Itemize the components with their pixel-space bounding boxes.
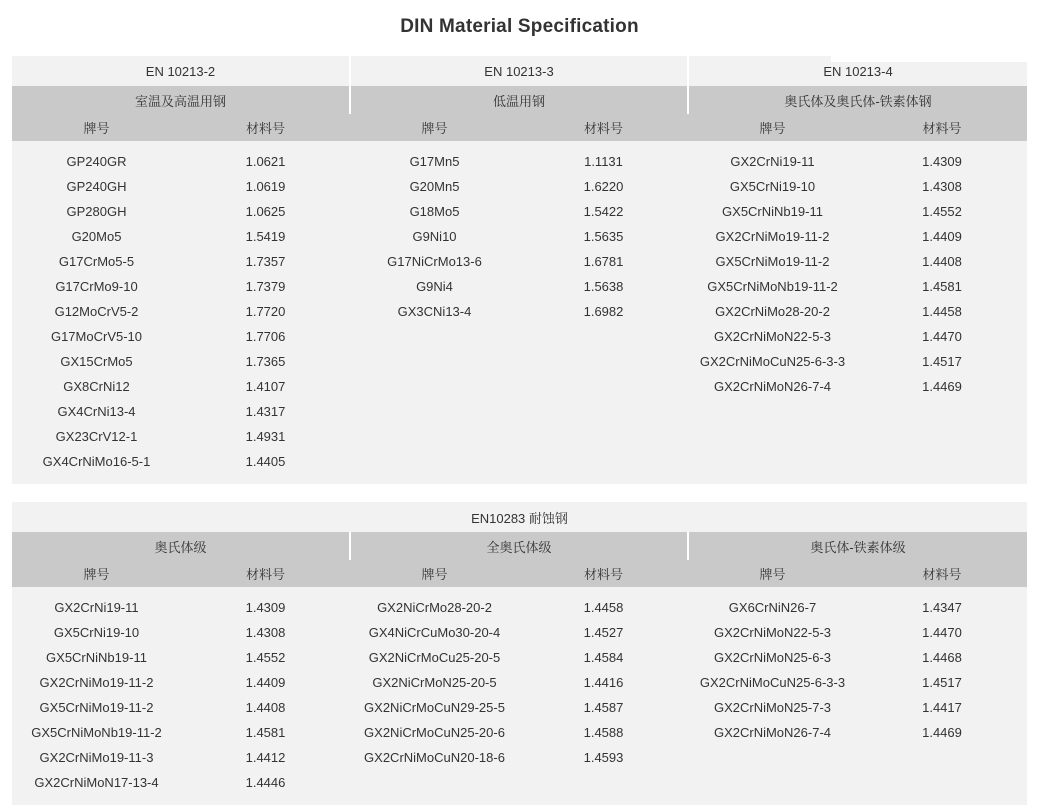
cell-grade — [688, 745, 857, 770]
cell-material-no — [857, 770, 1027, 795]
table-row — [12, 645, 1027, 670]
cell-material-no: 1.6781 — [583, 254, 624, 269]
table-row — [12, 149, 1027, 174]
cell-material-no: 1.4412 — [245, 750, 286, 765]
cell-grade — [350, 349, 519, 374]
cell-material-no: 1.7379 — [245, 279, 286, 294]
table-row — [12, 274, 1027, 299]
cell-material-no: 1.4417 — [922, 700, 962, 715]
table-row — [12, 224, 1027, 249]
cell-grade — [350, 770, 519, 795]
cell-material-no: 1.4593 — [583, 750, 624, 765]
cell-grade — [350, 374, 519, 399]
cell-grade: GX2NiCrMo28-20-2 — [377, 600, 492, 615]
cell-grade: GX2CrNiMoN25-7-3 — [713, 700, 832, 715]
cell-grade: GX5CrNiNb19-11 — [46, 650, 147, 665]
table2-body — [12, 595, 1027, 795]
table-row — [12, 349, 1027, 374]
cell-material-no: 1.4468 — [922, 650, 962, 665]
cell-material-no: 1.5635 — [583, 229, 624, 244]
cell-material-no: 1.4409 — [245, 675, 286, 690]
cell-material-no — [857, 399, 1027, 424]
cell-grade: GP280GH — [66, 204, 127, 219]
table-row — [12, 399, 1027, 424]
table-row — [12, 249, 1027, 274]
cell-grade: GX4CrNiMo16-5-1 — [42, 454, 151, 469]
cell-material-no: 1.4587 — [583, 700, 624, 715]
cell-material-no: 1.4408 — [245, 700, 286, 715]
cell-material-no: 1.4581 — [922, 279, 962, 294]
cell-material-no — [519, 324, 688, 349]
cell-grade: GX2CrNiMoN26-7-4 — [713, 379, 832, 394]
cell-grade: GX2CrNiMo19-11-2 — [39, 675, 154, 690]
cell-material-no: 1.0625 — [245, 204, 286, 219]
cell-material-no: 1.7720 — [245, 304, 286, 319]
cell-grade: GX2CrNiMoN26-7-4 — [713, 725, 832, 740]
cell-material-no — [519, 449, 688, 474]
col-head-material-no: 材料号 — [519, 114, 688, 141]
table1-body — [12, 149, 1027, 474]
cell-grade: GX5CrNi19-10 — [53, 625, 140, 640]
table-row — [12, 670, 1027, 695]
cell-grade: G20Mn5 — [409, 179, 460, 194]
table-row — [12, 324, 1027, 349]
col-head-material-no: 材料号 — [519, 560, 688, 587]
table-row — [12, 374, 1027, 399]
col-head-grade: 牌号 — [688, 114, 857, 141]
table2-body-wrap — [12, 587, 1027, 805]
cell-grade: G9Ni4 — [416, 279, 453, 294]
col-head-grade: 牌号 — [350, 560, 519, 587]
cell-grade: GX3CNi13-4 — [397, 304, 472, 319]
col-head-material-no: 材料号 — [181, 560, 350, 587]
cell-material-no: 1.4469 — [922, 725, 962, 740]
cell-material-no: 1.4405 — [245, 454, 286, 469]
cell-grade: GX2CrNiMo28-20-2 — [715, 304, 830, 319]
cell-grade: GX2NiCrMoCuN29-25-5 — [364, 700, 505, 715]
cell-grade: GX2CrNiMoCuN25-6-3-3 — [699, 354, 846, 369]
cell-grade: GX2CrNiMoN17-13-4 — [34, 775, 159, 790]
cell-grade — [688, 424, 857, 449]
cell-grade: G17CrMo9-10 — [55, 279, 138, 294]
cell-grade: GX2NiCrMoCu25-20-5 — [368, 650, 501, 665]
cell-grade: GX5CrNiMoNb19-11-2 — [707, 279, 838, 294]
cell-material-no: 1.4408 — [922, 254, 962, 269]
cell-material-no: 1.4470 — [922, 625, 962, 640]
cell-material-no: 1.4347 — [922, 600, 962, 615]
table2-standards-row — [12, 502, 1027, 532]
category-cell: 低温用钢 — [350, 86, 688, 114]
col-head-material-no: 材料号 — [857, 560, 1027, 587]
cell-material-no: 1.4308 — [922, 179, 962, 194]
cell-material-no: 1.7365 — [245, 354, 286, 369]
top-right-blank-area — [831, 42, 1039, 62]
cell-material-no: 1.4107 — [245, 379, 286, 394]
cell-material-no: 1.5419 — [245, 229, 286, 244]
table1-category-row — [12, 86, 1027, 114]
standard-cell: EN 10213-4 — [688, 56, 1027, 86]
cell-material-no: 1.4931 — [245, 429, 286, 444]
cell-material-no — [519, 374, 688, 399]
cell-grade: GX8CrNi12 — [63, 379, 130, 394]
cell-grade — [350, 324, 519, 349]
cell-grade: G20Mo5 — [71, 229, 122, 244]
cell-grade: GX23CrV12-1 — [55, 429, 138, 444]
cell-material-no: 1.4517 — [922, 354, 962, 369]
cell-material-no: 1.7357 — [245, 254, 286, 269]
table2-header — [12, 502, 1027, 587]
table1-top-pad — [12, 141, 1027, 149]
cell-grade: GX5CrNi19-10 — [729, 179, 816, 194]
cell-grade: GX6CrNiN26-7 — [728, 600, 817, 615]
cell-grade: GX2CrNiMoCuN20-18-6 — [364, 750, 505, 765]
cell-grade: G17CrMo5-5 — [58, 254, 135, 269]
table-row — [12, 720, 1027, 745]
cell-material-no — [519, 424, 688, 449]
standard-cell: EN 10213-2 — [12, 56, 350, 86]
cell-material-no: 1.4309 — [922, 154, 962, 169]
cell-grade: GX15CrMo5 — [60, 354, 133, 369]
cell-grade: G17NiCrMo13-6 — [387, 254, 482, 269]
cell-material-no: 1.4416 — [583, 675, 624, 690]
cell-grade: GX2CrNiMoN22-5-3 — [713, 329, 832, 344]
cell-material-no — [519, 770, 688, 795]
cell-material-no: 1.4470 — [922, 329, 962, 344]
cell-material-no — [519, 349, 688, 374]
standard-cell: EN 10213-3 — [350, 56, 688, 86]
cell-grade: GX4NiCrCuMo30-20-4 — [368, 625, 501, 640]
cell-grade: GX2CrNiMoN22-5-3 — [713, 625, 832, 640]
category-cell: 奥氏体级 — [12, 532, 350, 560]
cell-grade: GX2CrNi19-11 — [54, 600, 139, 615]
cell-material-no: 1.4317 — [245, 404, 286, 419]
cell-grade: G17Mn5 — [409, 154, 460, 169]
cell-material-no: 1.4588 — [583, 725, 624, 740]
col-head-grade: 牌号 — [688, 560, 857, 587]
cell-material-no — [857, 745, 1027, 770]
table-row — [12, 299, 1027, 324]
table2-bottom-pad — [12, 795, 1027, 805]
table1-bottom-pad — [12, 474, 1027, 484]
category-cell: 奥氏体及奥氏体-铁素体钢 — [688, 86, 1027, 114]
cell-material-no: 1.4446 — [245, 775, 286, 790]
cell-grade: GX2NiCrMoN25-20-5 — [372, 675, 497, 690]
table-row — [12, 449, 1027, 474]
cell-grade: GX2CrNiMoN25-6-3 — [713, 650, 832, 665]
cell-material-no: 1.7706 — [245, 329, 286, 344]
cell-material-no: 1.5422 — [583, 204, 624, 219]
cell-grade — [688, 449, 857, 474]
cell-grade: GP240GH — [66, 179, 127, 194]
cell-grade — [350, 399, 519, 424]
table-row — [12, 620, 1027, 645]
cell-material-no: 1.4527 — [583, 625, 624, 640]
cell-grade — [688, 770, 857, 795]
table2-column-heads-row — [12, 560, 1027, 587]
cell-material-no: 1.4458 — [922, 304, 962, 319]
table2-top-pad — [12, 587, 1027, 595]
category-cell: 奥氏体-铁素体级 — [688, 532, 1027, 560]
cell-grade: GX5CrNiMo19-11-2 — [715, 254, 830, 269]
cell-grade — [350, 449, 519, 474]
cell-material-no: 1.4552 — [922, 204, 962, 219]
page-title: DIN Material Specification — [400, 16, 639, 37]
cell-grade: GX5CrNiMo19-11-2 — [39, 700, 154, 715]
cell-material-no: 1.4458 — [583, 600, 624, 615]
cell-material-no: 1.0619 — [245, 179, 286, 194]
col-head-grade: 牌号 — [12, 560, 181, 587]
cell-material-no: 1.4517 — [922, 675, 962, 690]
cell-material-no: 1.1131 — [584, 154, 623, 169]
cell-grade: G18Mo5 — [409, 204, 460, 219]
cell-grade: GX2CrNiMoCuN25-6-3-3 — [699, 675, 846, 690]
cell-material-no — [857, 449, 1027, 474]
table-row — [12, 695, 1027, 720]
cell-grade: G12MoCrV5-2 — [54, 304, 139, 319]
cell-material-no — [857, 424, 1027, 449]
cell-grade: G9Ni10 — [412, 229, 457, 244]
cell-grade: GP240GR — [66, 154, 127, 169]
cell-material-no: 1.4552 — [245, 650, 286, 665]
col-head-material-no: 材料号 — [181, 114, 350, 141]
section-gap — [0, 484, 1039, 502]
cell-material-no: 1.6982 — [583, 304, 624, 319]
table1-header — [12, 56, 1027, 141]
cell-material-no: 1.4469 — [922, 379, 962, 394]
standard-cell: EN10283 耐蚀钢 — [12, 502, 1027, 532]
cell-material-no — [519, 399, 688, 424]
cell-material-no: 1.6220 — [583, 179, 624, 194]
cell-material-no: 1.0621 — [245, 154, 286, 169]
table-row — [12, 745, 1027, 770]
cell-grade: GX2CrNi19-11 — [730, 154, 815, 169]
cell-grade: GX2CrNiMo19-11-2 — [715, 229, 830, 244]
table1-column-heads-row — [12, 114, 1027, 141]
cell-grade: GX4CrNi13-4 — [57, 404, 136, 419]
cell-grade: GX5CrNiMoNb19-11-2 — [31, 725, 162, 740]
table-row — [12, 770, 1027, 795]
cell-material-no: 1.4309 — [245, 600, 286, 615]
category-cell: 室温及高温用钢 — [12, 86, 350, 114]
table-row — [12, 595, 1027, 620]
col-head-grade: 牌号 — [12, 114, 181, 141]
cell-grade: GX2NiCrMoCuN25-20-6 — [364, 725, 505, 740]
col-head-grade: 牌号 — [350, 114, 519, 141]
cell-grade — [350, 424, 519, 449]
cell-grade: G17MoCrV5-10 — [50, 329, 143, 344]
col-head-material-no: 材料号 — [857, 114, 1027, 141]
cell-material-no: 1.4308 — [245, 625, 286, 640]
table2-category-row — [12, 532, 1027, 560]
cell-grade: GX2CrNiMo19-11-3 — [39, 750, 154, 765]
cell-material-no: 1.4584 — [583, 650, 624, 665]
cell-material-no: 1.4409 — [922, 229, 962, 244]
cell-material-no: 1.4581 — [245, 725, 286, 740]
table-row — [12, 174, 1027, 199]
cell-grade: GX5CrNiNb19-11 — [722, 204, 823, 219]
cell-material-no: 1.5638 — [583, 279, 624, 294]
table-row — [12, 199, 1027, 224]
category-cell: 全奥氏体级 — [350, 532, 688, 560]
table1-body-wrap — [12, 141, 1027, 484]
table-row — [12, 424, 1027, 449]
cell-grade — [688, 399, 857, 424]
